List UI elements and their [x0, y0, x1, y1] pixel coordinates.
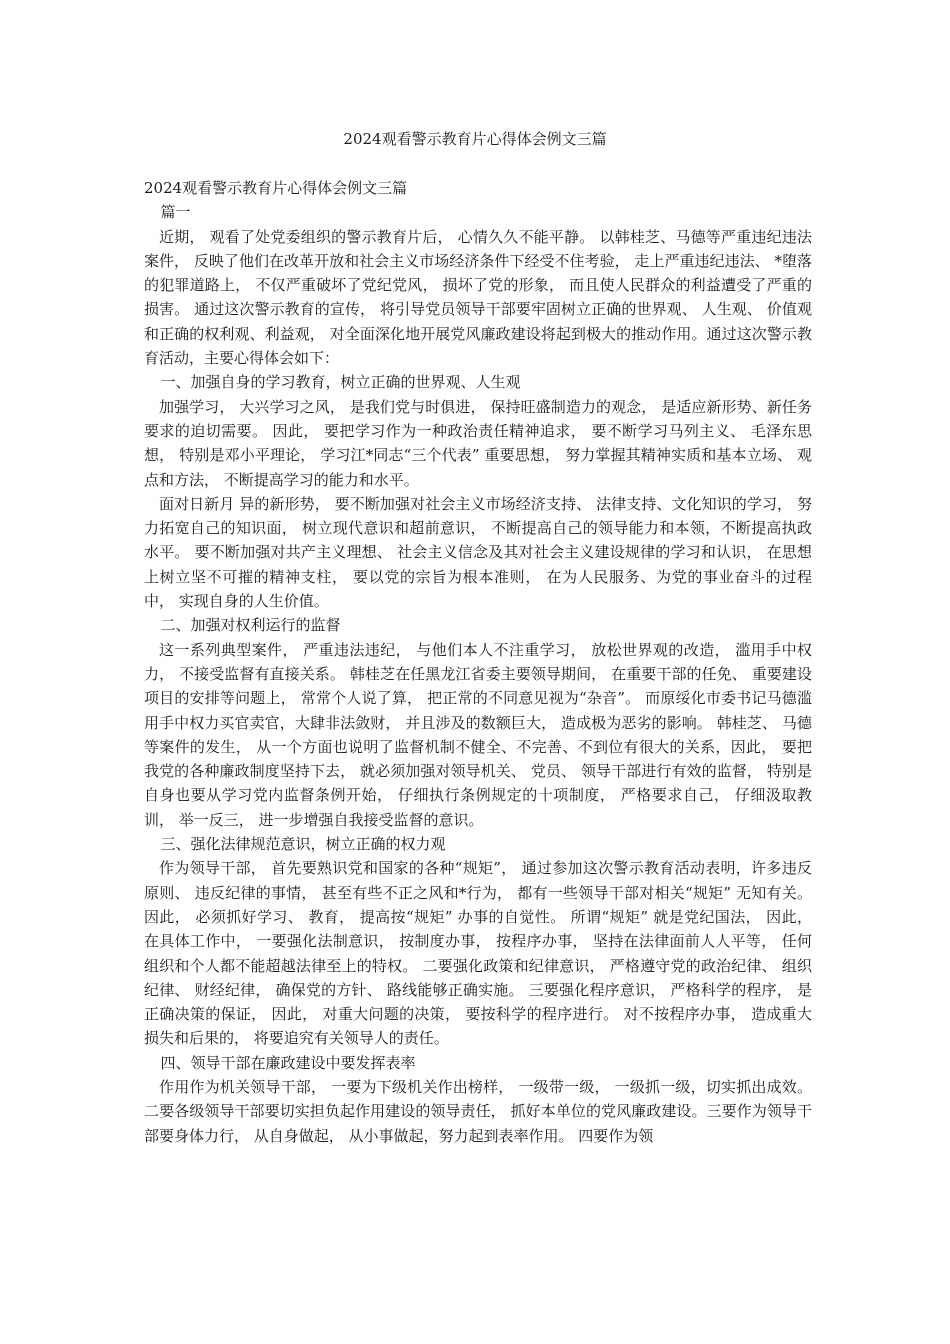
part-label: 篇一	[160, 203, 191, 222]
paragraph-example: 作用作为机关领导干部， 一要为下级机关作出榜样， 一级带一级， 一级抓一级，切实抓出成效。 二要各级领导干部要切实担负起作用建设的领导责任， 抓好本单位的党风廉政建设。三要作为领导干部要身体力行， 从自身做起， 从小事做起，努力起到表率作用。 四要作为领	[144, 1077, 812, 1145]
document-body	[144, 176, 812, 1148]
section-heading-1: 一、加强自身的学习教育，树立正确的世界观、人生观	[160, 373, 521, 392]
document-title: 2024观看警示教育片心得体会例文三篇	[343, 130, 607, 148]
section-heading-3: 三、强化法律规范意识，树立正确的权力观	[160, 835, 446, 854]
section-heading-4: 四、领导干部在廉政建设中要发挥表率	[160, 1053, 416, 1072]
paragraph-supervision: 这一系列典型案件， 严重违法违纪， 与他们本人不注重学习， 放松世界观的改造， 滥用手中权力， 不接受监督有直接关系。 韩桂芝在任黑龙江省委主要领导期间， 在重要干部的任免、 重要建设项目的安排等问题上， 常常个人说了算， 把正常的不同意见视为“杂音”。 而原绥化市委书记马德滥用手中权力买官卖官，大肆非法敛财， 并且涉及的数额巨大， 造成极为恶劣的影响。 韩桂芝、 马德等案件的发生， 从一个方面也说明了监督机制不健全、不完善、不到位有很大的关系，因此， 要把我党的各种廉政制度坚持下去， 就必须加强对领导机关、 党员、 领导干部进行有效的监督， 特别是自身也要从学习党内监督条例开始， 仔细执行条例规定的十项制度， 严格要求自己， 仔细汲取教训， 举一反三， 进一步增强自我接受监督的意识。	[144, 640, 812, 829]
paragraph-study: 加强学习， 大兴学习之风， 是我们党与时俱进， 保持旺盛制造力的观念， 是适应新形势、新任务要求的迫切需要。 因此， 要把学习作为一种政治责任精神追求， 要不断学习马列主义、 毛泽东思想， 特别是邓小平理论， 学习江*同志“三个代表” 重要思想， 努力掌握其精神实质和基本立场、 观点和方法， 不断提高学习的能力和水平。	[144, 397, 812, 489]
section-heading-2: 二、加强对权利运行的监督	[160, 616, 341, 635]
paragraph-new-situation: 面对日新月 异的新形势， 要不断加强对社会主义市场经济支持、 法律支持、文化知识的学习， 努力拓宽自己的知识面， 树立现代意识和超前意识， 不断提高自己的领导能力和本领，不断提高执政水平。 要不断加强对共产主义理想、 社会主义信念及其对社会主义建设规律的学习和认识， 在思想上树立坚不可摧的精神支柱， 要以党的宗旨为根本准则， 在为人民服务、为党的事业奋斗的过程中， 实现自身的人生价值。	[144, 494, 812, 611]
paragraph-rules: 作为领导干部， 首先要熟识党和国家的各种“规矩”， 通过参加这次警示教育活动表明，许多违反原则、 违反纪律的事情， 甚至有些不正之风和*行为， 都有一些领导干部对相关“规矩” 无知有关。 因此， 必须抓好学习、 教育， 提高按“规矩” 办事的自觉性。 所谓“规矩” 就是党纪国法， 因此， 在具体工作中， 一要强化法制意识， 按制度办事， 按程序办事， 坚持在法律面前人人平等， 任何组织和个人都不能超越法律至上的特权。 二要强化政策和纪律意识， 严格遵守党的政治纪律、 组织纪律、 财经纪律， 确保党的方针、 路线能够正确实施。 三要强化程序意识， 严格科学的程序， 是正确决策的保证， 因此， 对重大问题的决策， 要按科学的程序进行。 对不按程序办事， 造成重大损失和后果的， 将要追究有关领导人的责任。	[144, 859, 812, 1048]
document-subtitle: 2024观看警示教育片心得体会例文三篇	[144, 179, 408, 197]
paragraph-intro: 近期， 观看了处党委组织的警示教育片后， 心情久久不能平静。 以韩桂芝、马德等严重违纪违法案件， 反映了他们在改革开放和社会主义市场经济条件下经受不住考验， 走上严重违纪违法、 *堕落的犯罪道路上， 不仅严重破坏了党纪党风， 损坏了党的形象， 而且使人民群众的利益遭受了严重的损害。 通过这次警示教育的宣传， 将引导党员领导干部要牢固树立正确的世界观、 人生观、 价值观和正确的权利观、利益观， 对全面深化地开展党风廉政建设将起到极大的推动作用。通过这次警示教育活动，主要心得体会如下：	[144, 227, 812, 368]
